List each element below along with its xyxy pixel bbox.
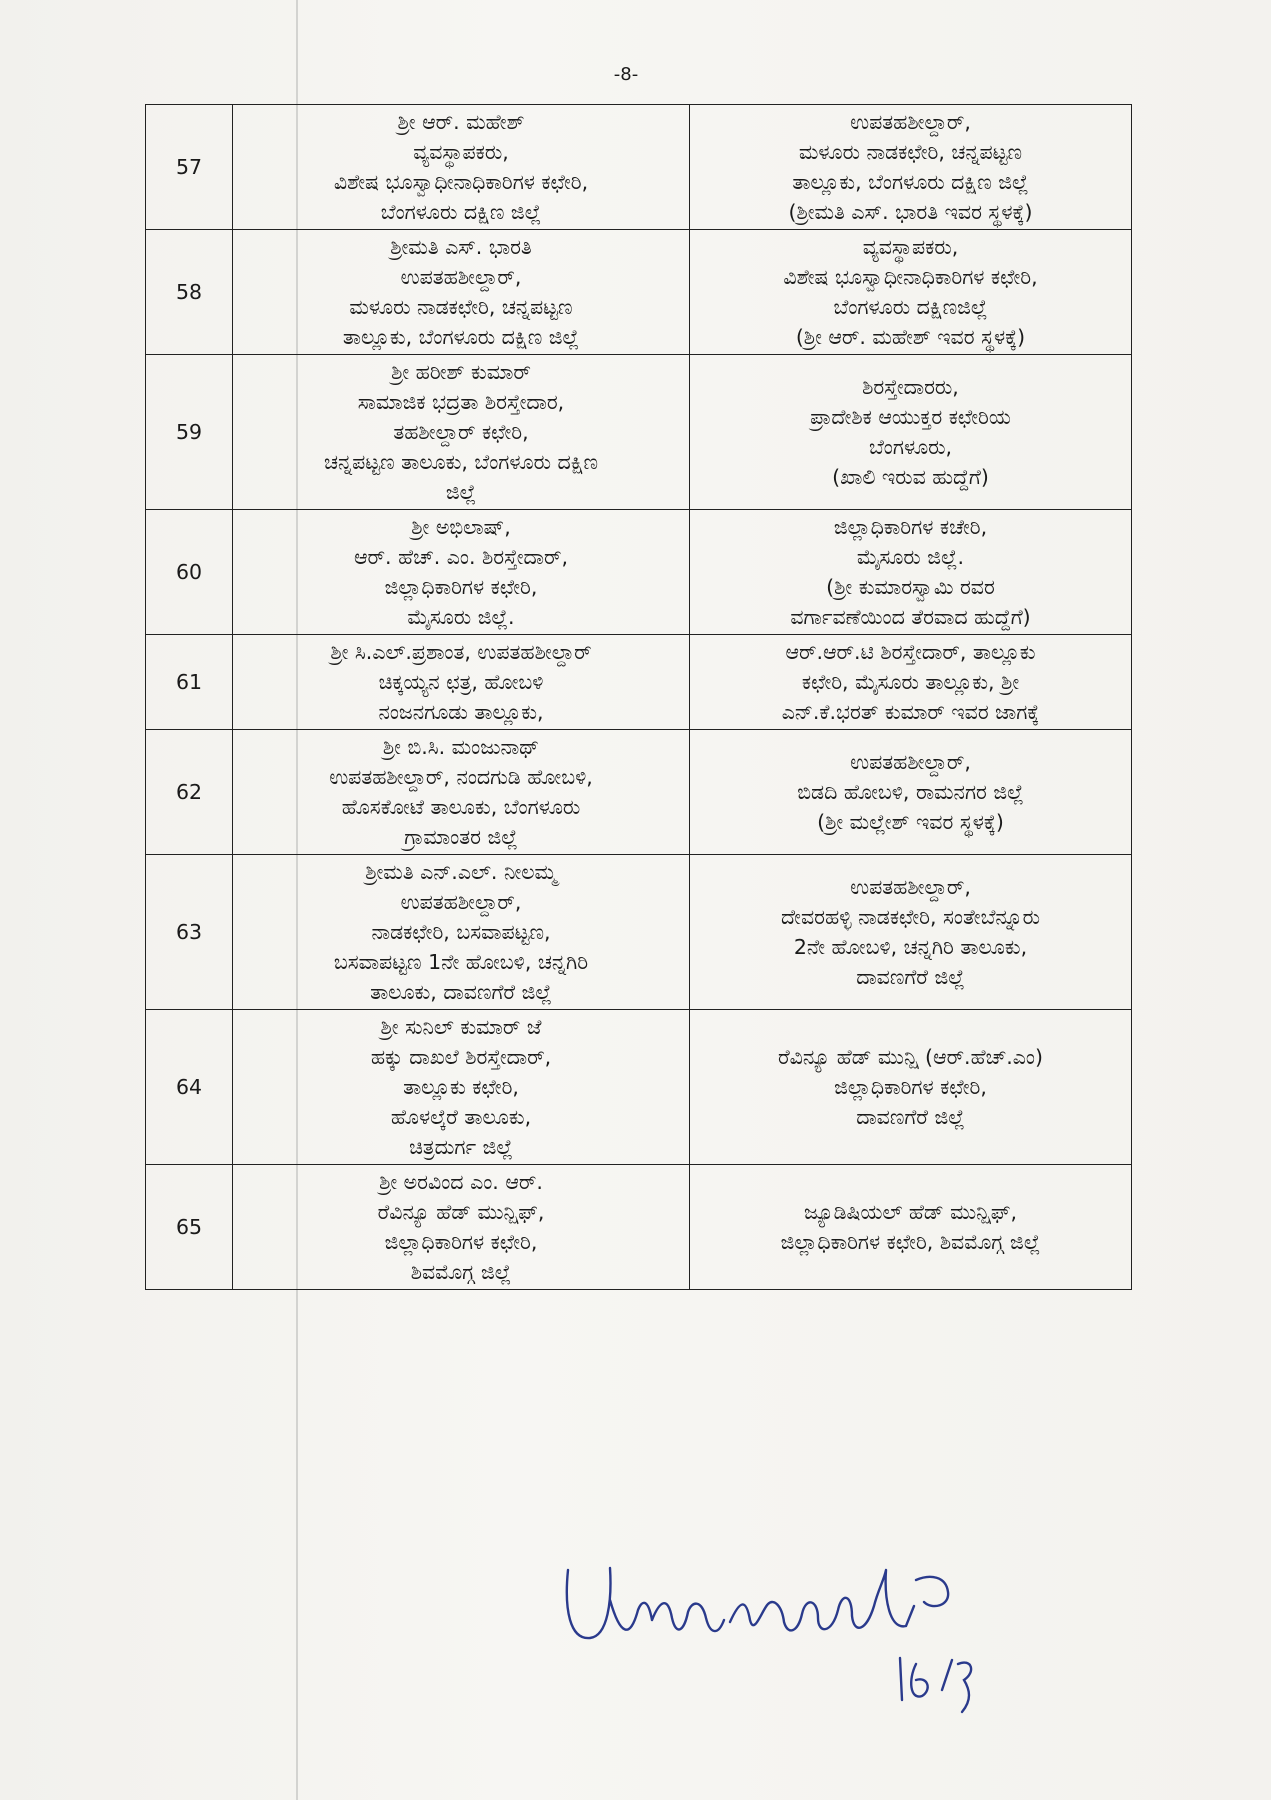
page-number: -8- <box>613 64 639 85</box>
new-posting-line: ಬಿಡದಿ ಹೋಬಳಿ, ರಾಮನಗರ ಜಿಲ್ಲೆ <box>797 780 1024 804</box>
table-row <box>146 230 1132 355</box>
new-posting-line: ಜ್ಯೂಡಿಷಿಯಲ್ ಹೆಡ್ ಮುನ್ಷಿಫ್, <box>803 1200 1018 1224</box>
new-posting-cell <box>690 1165 1132 1290</box>
new-posting-line: ಎನ್.ಕೆ.ಭರತ್ ಕುಮಾರ್ ಇವರ ಜಾಗಕ್ಕೆ <box>781 700 1040 724</box>
serial-number-cell: 64 <box>146 1010 233 1165</box>
serial-number-cell: 63 <box>146 855 233 1010</box>
new-posting-cell <box>690 1010 1132 1165</box>
current-posting-line: ಶ್ರೀ ಬಿ.ಸಿ. ಮಂಜುನಾಥ್ <box>382 735 540 759</box>
new-posting-cell <box>690 635 1132 730</box>
new-posting-line: (ಶ್ರೀ ಕುಮಾರಸ್ವಾಮಿ ರವರ <box>826 575 995 599</box>
current-posting-line: ಶ್ರೀಮತಿ ಎನ್.ಎಲ್. ನೀಲಮ್ಮ <box>365 860 557 884</box>
new-posting-line: ಮಳೂರು ನಾಡಕಛೇರಿ, ಚನ್ನಪಟ್ಟಣ <box>798 140 1023 164</box>
current-posting-line: ಶಿವಮೊಗ್ಗ ಜಿಲ್ಲೆ <box>410 1260 512 1284</box>
new-posting-line: (ಶ್ರೀ ಮಲ್ಲೇಶ್ ಇವರ ಸ್ಥಳಕ್ಕೆ) <box>817 810 1004 834</box>
current-posting-line: ಉಪತಹಶೀಲ್ದಾರ್, <box>400 890 522 914</box>
current-posting-line: ಮಳೂರು ನಾಡಕಛೇರಿ, ಚನ್ನಪಟ್ಟಣ <box>349 295 573 319</box>
current-posting-line: ಚಿತ್ರದುರ್ಗ ಜಿಲ್ಲೆ <box>409 1135 513 1159</box>
new-posting-line: 2ನೇ ಹೋಬಳಿ, ಚನ್ನಗಿರಿ ತಾಲೂಕು, <box>793 935 1028 959</box>
table-row <box>146 355 1132 510</box>
table-row <box>146 730 1132 855</box>
serial-number-cell: 60 <box>146 510 233 635</box>
current-posting-line: ಶ್ರೀ ಸುನಿಲ್ ಕುಮಾರ್ ಜೆ <box>380 1015 542 1039</box>
transfer-table-body <box>146 105 1132 1290</box>
signature-stroke <box>567 1568 948 1638</box>
serial-number-cell: 57 <box>146 105 233 230</box>
signature-date-stroke <box>900 1658 971 1712</box>
current-posting-line: ವ್ಯವಸ್ಥಾಪಕರು, <box>413 140 509 164</box>
current-posting-cell <box>233 1165 690 1290</box>
new-posting-line: ಮೈಸೂರು ಜಿಲ್ಲೆ. <box>856 545 965 569</box>
current-posting-line: ಹೊಸಕೋಟೆ ತಾಲೂಕು, ಬೆಂಗಳೂರು <box>341 795 581 819</box>
new-posting-line: ವಿಶೇಷ ಭೂಸ್ವಾಧೀನಾಧಿಕಾರಿಗಳ ಕಛೇರಿ, <box>783 265 1038 289</box>
current-posting-cell <box>233 635 690 730</box>
current-posting-line: ರೆವಿನ್ಯೂ ಹೆಡ್ ಮುನ್ಷಿಫ್, <box>377 1200 545 1224</box>
current-posting-line: ಚಿಕ್ಕಯ್ಯನ ಛತ್ರ, ಹೋಬಳಿ <box>378 670 544 694</box>
new-posting-cell <box>690 230 1132 355</box>
current-posting-line: ವಿಶೇಷ ಭೂಸ್ವಾಧೀನಾಧಿಕಾರಿಗಳ ಕಛೇರಿ, <box>333 170 589 194</box>
current-posting-line: ನಂಜನಗೂಡು ತಾಲ್ಲೂಕು, <box>378 700 544 724</box>
current-posting-cell <box>233 105 690 230</box>
new-posting-line: ಜಿಲ್ಲಾಧಿಕಾರಿಗಳ ಕಛೇರಿ, ಶಿವಮೊಗ್ಗ ಜಿಲ್ಲೆ <box>780 1230 1041 1254</box>
current-posting-line: ಮೈಸೂರು ಜಿಲ್ಲೆ. <box>407 605 515 629</box>
current-posting-line: ಉಪತಹಶೀಲ್ದಾರ್, <box>400 265 522 289</box>
new-posting-line: ದಾವಣಗೆರೆ ಜಿಲ್ಲೆ <box>856 965 965 989</box>
new-posting-line: ಜಿಲ್ಲಾಧಿಕಾರಿಗಳ ಕಚೇರಿ, <box>833 515 988 539</box>
current-posting-cell <box>233 1010 690 1165</box>
current-posting-line: ಶ್ರೀ ಅಭಿಲಾಷ್, <box>411 515 511 539</box>
current-posting-line: ಹೊಳಲ್ಕೆರೆ ತಾಲೂಕು, <box>390 1105 532 1129</box>
new-posting-cell <box>690 510 1132 635</box>
serial-number-cell: 62 <box>146 730 233 855</box>
current-posting-line: ಶ್ರೀ ಆರ್. ಮಹೇಶ್ <box>397 110 525 134</box>
current-posting-line: ಜಿಲ್ಲಾಧಿಕಾರಿಗಳ ಕಛೇರಿ, <box>384 1230 538 1254</box>
new-posting-line: ಬೆಂಗಳೂರು ದಕ್ಷಿಣಜಿಲ್ಲೆ <box>833 295 988 319</box>
current-posting-line: ಸಾಮಾಜಿಕ ಭದ್ರತಾ ಶಿರಸ್ತೇದಾರ, <box>357 390 565 414</box>
current-posting-line: ಶ್ರೀಮತಿ ಎಸ್. ಭಾರತಿ <box>390 235 532 259</box>
new-posting-line: ಉಪತಹಶೀಲ್ದಾರ್, <box>850 110 971 134</box>
new-posting-cell <box>690 105 1132 230</box>
new-posting-line: ರೆವಿನ್ಯೂ ಹೆಡ್ ಮುನ್ಷಿ (ಆರ್.ಹೆಚ್.ಎಂ) <box>777 1045 1044 1069</box>
new-posting-line: ಉಪತಹಶೀಲ್ದಾರ್, <box>850 875 971 899</box>
current-posting-cell <box>233 855 690 1010</box>
current-posting-line: ಆರ್. ಹೆಚ್. ಎಂ. ಶಿರಸ್ತೇದಾರ್, <box>354 545 568 569</box>
serial-number-cell: 58 <box>146 230 233 355</box>
current-posting-cell <box>233 230 690 355</box>
new-posting-line: (ಶ್ರೀಮತಿ ಎಸ್. ಭಾರತಿ ಇವರ ಸ್ಥಳಕ್ಕೆ) <box>788 200 1033 224</box>
table-row <box>146 1010 1132 1165</box>
current-posting-line: ಗ್ರಾಮಾಂತರ ಜಿಲ್ಲೆ <box>404 825 518 849</box>
new-posting-line: (ಶ್ರೀ ಆರ್. ಮಹೇಶ್ ಇವರ ಸ್ಥಳಕ್ಕೆ) <box>795 325 1026 349</box>
new-posting-cell <box>690 355 1132 510</box>
new-posting-line: ಶಿರಸ್ತೇದಾರರು, <box>862 375 959 399</box>
current-posting-line: ಶ್ರೀ ಅರವಿಂದ ಎಂ. ಆರ್. <box>379 1170 543 1194</box>
current-posting-line: ತಾಲ್ಲೂಕು ಕಛೇರಿ, <box>403 1075 519 1099</box>
new-posting-line: ದಾವಣಗೆರೆ ಜಿಲ್ಲೆ <box>856 1105 965 1129</box>
current-posting-line: ಹಕ್ಕು ದಾಖಲೆ ಶಿರಸ್ತೇದಾರ್, <box>370 1045 552 1069</box>
current-posting-line: ಶ್ರೀ ಹರೀಶ್ ಕುಮಾರ್ <box>391 360 531 384</box>
current-posting-cell <box>233 355 690 510</box>
table-row <box>146 1165 1132 1290</box>
new-posting-line: ಜಿಲ್ಲಾಧಿಕಾರಿಗಳ ಕಛೇರಿ, <box>834 1075 987 1099</box>
table-row <box>146 635 1132 730</box>
signature <box>560 1540 1020 1720</box>
transfer-table <box>145 104 1132 1290</box>
current-posting-cell <box>233 730 690 855</box>
new-posting-line: ಆರ್.ಆರ್.ಟಿ ಶಿರಸ್ತೇದಾರ್, ತಾಲ್ಲೂಕು <box>785 640 1036 664</box>
new-posting-line: ಪ್ರಾದೇಶಿಕ ಆಯುಕ್ತರ ಕಛೇರಿಯ <box>810 405 1011 429</box>
current-posting-line: ಬಸವಾಪಟ್ಟಣ 1ನೇ ಹೋಬಳಿ, ಚನ್ನಗಿರಿ <box>333 950 589 974</box>
new-posting-line: (ಖಾಲಿ ಇರುವ ಹುದ್ದೆಗೆ) <box>832 465 989 489</box>
new-posting-cell <box>690 730 1132 855</box>
current-posting-line: ಬೆಂಗಳೂರು ದಕ್ಷಿಣ ಜಿಲ್ಲೆ <box>380 200 542 224</box>
new-posting-line: ವ್ಯವಸ್ಥಾಪಕರು, <box>862 235 959 259</box>
serial-number-cell: 65 <box>146 1165 233 1290</box>
new-posting-line: ಉಪತಹಶೀಲ್ದಾರ್, <box>850 750 971 774</box>
new-posting-line: ತಾಲ್ಲೂಕು, ಬೆಂಗಳೂರು ದಕ್ಷಿಣ ಜಿಲ್ಲೆ <box>792 170 1029 194</box>
new-posting-line: ಬೆಂಗಳೂರು, <box>868 435 953 459</box>
current-posting-line: ಉಪತಹಶೀಲ್ದಾರ್, ನಂದಗುಡಿ ಹೋಬಳಿ, <box>329 765 593 789</box>
current-posting-cell <box>233 510 690 635</box>
table-row <box>146 510 1132 635</box>
current-posting-line: ಜಿಲ್ಲಾಧಿಕಾರಿಗಳ ಕಛೇರಿ, <box>384 575 538 599</box>
new-posting-line: ಕಛೇರಿ, ಮೈಸೂರು ತಾಲ್ಲೂಕು, ಶ್ರೀ <box>801 670 1020 694</box>
new-posting-line: ವರ್ಗಾವಣೆಯಿಂದ ತೆರವಾದ ಹುದ್ದೆಗೆ) <box>790 605 1031 629</box>
serial-number-cell: 59 <box>146 355 233 510</box>
current-posting-line: ತಾಲ್ಲೂಕು, ಬೆಂಗಳೂರು ದಕ್ಷಿಣ ಜಿಲ್ಲೆ <box>342 325 580 349</box>
new-posting-line: ದೇವರಹಳ್ಳಿ ನಾಡಕಛೇರಿ, ಸಂತೇಬೆನ್ನೂರು <box>780 905 1041 929</box>
current-posting-line: ಜಿಲ್ಲೆ <box>445 480 477 504</box>
serial-number-cell: 61 <box>146 635 233 730</box>
table-row <box>146 855 1132 1010</box>
new-posting-cell <box>690 855 1132 1010</box>
current-posting-line: ತಹಶೀಲ್ದಾರ್ ಕಛೇರಿ, <box>393 420 529 444</box>
current-posting-line: ತಾಲೂಕು, ದಾವಣಗೆರೆ ಜಿಲ್ಲೆ <box>370 980 552 1004</box>
current-posting-line: ಶ್ರೀ ಸಿ.ಎಲ್.ಪ್ರಶಾಂತ, ಉಪತಹಶೀಲ್ದಾರ್ <box>330 640 592 664</box>
current-posting-line: ಚನ್ನಪಟ್ಟಣ ತಾಲೂಕು, ಬೆಂಗಳೂರು ದಕ್ಷಿಣ <box>323 450 599 474</box>
current-posting-line: ನಾಡಕಛೇರಿ, ಬಸವಾಪಟ್ಟಣ, <box>371 920 551 944</box>
table-row <box>146 105 1132 230</box>
